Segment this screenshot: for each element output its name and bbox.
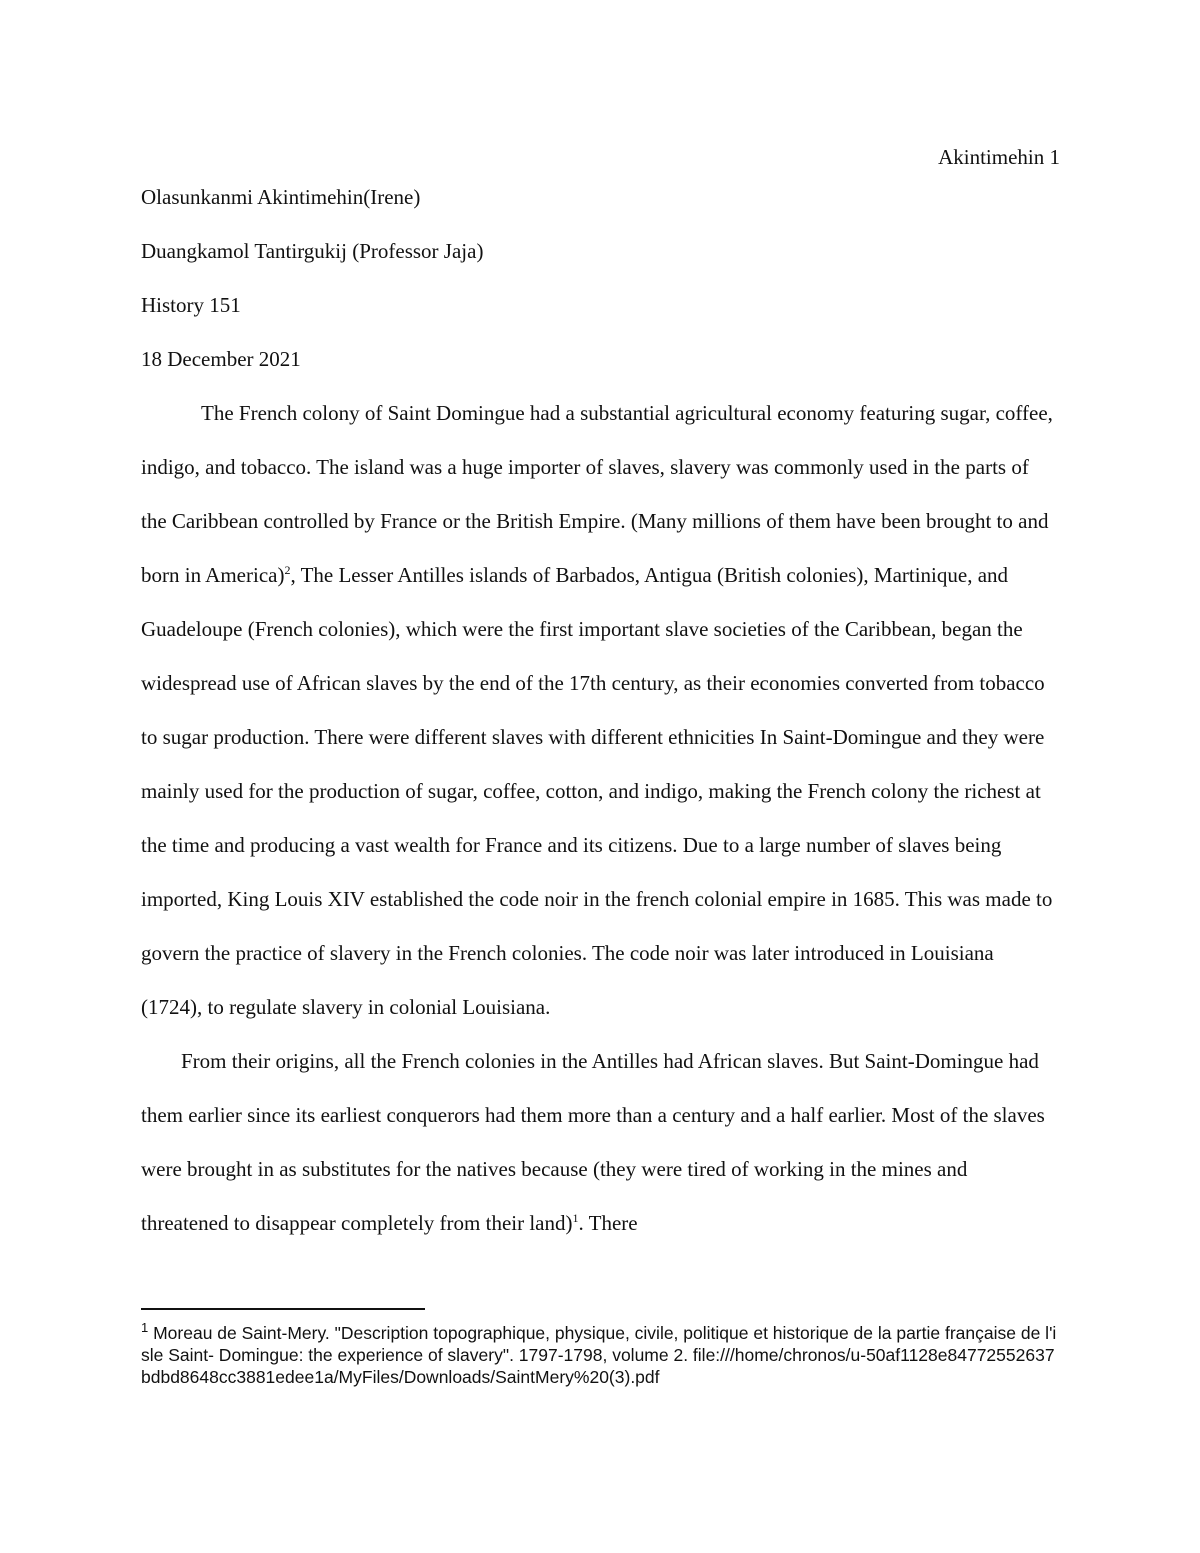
paragraph-1 [141, 386, 1059, 1034]
footnote-1 [141, 1322, 1061, 1388]
footnote-separator [141, 1308, 425, 1310]
author-name: Olasunkanmi Akintimehin(Irene) [141, 185, 421, 209]
essay-date: 18 December 2021 [141, 347, 301, 371]
running-header: Akintimehin 1 [938, 145, 1060, 169]
footnotes [141, 1322, 1061, 1388]
footnote-ref-1[interactable]: 1 [572, 1211, 579, 1225]
paragraph-2-text-a: From their origins, all the French colonies in the Antilles had African slaves. But Saint-Domingue had them earlier since its earliest conquerors had them more than a century and a half earlier. Most of the slaves were brought in as substitutes for the natives because (they were tired of working in the mines and threatened to disappear completely from their land) [141, 1049, 1045, 1235]
footnote-ref-2[interactable]: 2 [284, 563, 291, 577]
footnote-1-mark: 1 [141, 1320, 149, 1336]
course-name: History 151 [141, 293, 241, 317]
footnote-1-text: Moreau de Saint-Mery. "Description topographique, physique, civile, politique et historique de la partie française de l'isle Saint- Domingue: the experience of slavery". 1797-1798, volume 2. file:///home/chronos/u-50af1128e84772552637bdbd8648cc3881edee1a/MyFiles/Downloads/SaintMery%20(3).pdf [141, 1323, 1057, 1387]
paragraph-2 [141, 1034, 1059, 1250]
paragraph-1-text-b: , The Lesser Antilles islands of Barbados, Antigua (British colonies), Martinique, and Guadeloupe (French colonies), which were the first important slave societies of the Caribbean, began the widespread use of African slaves by the end of the 17th century, as their economies converted from tobacco to sugar production. There were different slaves with different ethnicities In Saint-Domingue and they were mainly used for the production of sugar, coffee, cotton, and indigo, making the French colony the richest at the time and producing a vast wealth for France and its citizens. Due to a large number of slaves being imported, King Louis XIV established the code noir in the french colonial empire in 1685. This was made to govern the practice of slavery in the French colonies. The code noir was later introduced in Louisiana (1724), to regulate slavery in colonial Louisiana. [141, 563, 1053, 1019]
instructor-name: Duangkamol Tantirgukij (Professor Jaja) [141, 239, 484, 263]
paragraph-1-text-a: The French colony of Saint Domingue had a substantial agricultural economy featuring sugar, coffee, indigo, and tobacco. The island was a huge importer of slaves, slavery was commonly used in the parts of the Caribbean controlled by France or the British Empire. (Many millions of them have been brought to and born in America) [141, 401, 1053, 587]
paragraph-2-text-b: . There [578, 1211, 638, 1235]
essay-body [141, 170, 1059, 1250]
